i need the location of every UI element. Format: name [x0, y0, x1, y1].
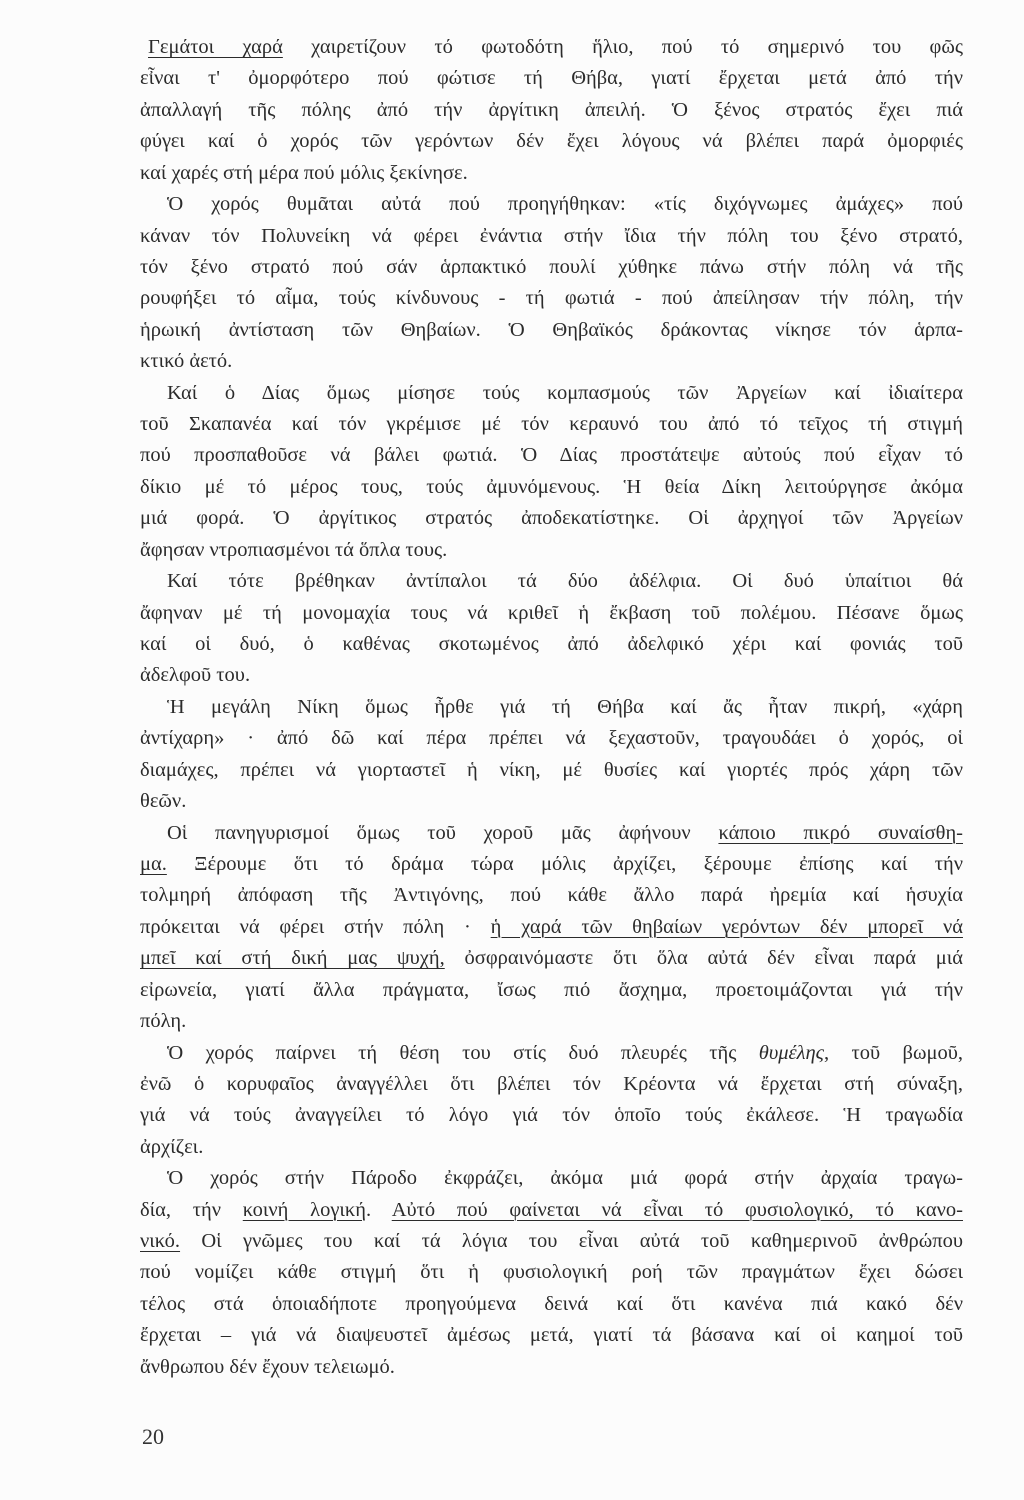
- text-segment: , τοῦ βωμοῦ,: [824, 1041, 963, 1064]
- text-line: κτικό ἀετό.: [140, 350, 233, 373]
- text-line: τέλος στά ὁποιαδήποτε προηγούμενα δεινά καί ὅτι κανένα πιά κακό δέν: [140, 1292, 963, 1315]
- text-line: ἀρχίζει.: [140, 1135, 204, 1158]
- text-line: [140, 1038, 963, 1069]
- text-line: καί χαρές στή μέρα πού μόλις ξεκίνησε.: [140, 161, 468, 184]
- paragraph: [140, 1038, 963, 1164]
- paragraph: [140, 189, 963, 378]
- text-line: μιά φορά. Ὁ ἀργίτικος στρατός ἀποδεκατίστηκε. Οἱ ἀρχηγοί τῶν Ἀργείων: [140, 507, 963, 530]
- text-segment: χαιρετίζουν τό φωτοδότη ἥλιο, πού τό σημερινό του φῶς: [282, 36, 963, 58]
- text-line: κάναν τόν Πολυνείκη νά φέρει ἐνάντια στήν ἴδια τήν πόλη του ξένο στρατό,: [140, 224, 963, 247]
- text-line: τοῦ Σκαπανέα καί τόν γκρέμισε μέ τόν κεραυνό του ἀπό τό τεῖχος τή στιγμή: [140, 413, 963, 436]
- text-line: Ὁ χορός στήν Πάροδο ἐκφράζει, ἀκόμα μιά φορά στήν ἀρχαία τραγω-: [167, 1167, 963, 1190]
- underlined-text: μπεῖ καί στή δική μας ψυχή,: [140, 947, 445, 970]
- paragraph: [140, 378, 963, 567]
- text-line: πόλη.: [140, 1010, 187, 1033]
- text-line: ἀντίχαρη» · ἀπό δῶ καί πέρα πρέπει νά ξεχαστοῦν, τραγουδάει ὁ χορός, οἱ: [140, 727, 963, 750]
- text-line: ἔρχεται – γιά νά διαψευστεῖ ἀμέσως μετά, γιατί τά βάσανα καί οἱ καημοί τοῦ: [140, 1324, 963, 1347]
- underlined-text: κάποιο πικρό συναίσθη-: [718, 821, 963, 844]
- text-line: τόν ξένο στρατό πού σάν ἁρπακτικό πουλί χύθηκε πάνω στήν πόλη νά τῆς: [140, 255, 963, 278]
- underlined-text: ἡ χαρά τῶν θηβαίων γερόντων δέν μπορεῖ νά: [490, 915, 963, 938]
- body-text: [140, 32, 963, 1383]
- text-segment: .: [365, 1198, 392, 1221]
- text-line: πού προσπαθοῦσε νά βάλει φωτιά. Ὁ Δίας προστάτεψε αὐτούς πού εἶχαν τό: [140, 444, 963, 467]
- text-line: Καί τότε βρέθηκαν ἀντίπαλοι τά δύο ἀδέλφια. Οἱ δυό ὑπαίτιοι θά: [167, 570, 963, 593]
- text-line: ἄνθρωπου δέν ἔχουν τελειωμό.: [140, 1355, 395, 1378]
- text-segment: δία, τήν: [140, 1198, 243, 1221]
- text-line: τολμηρή ἀπόφαση τῆς Ἀντιγόνης, πού κάθε ἄλλο παρά ἠρεμία καί ἡσυχία: [140, 884, 963, 907]
- text-line: Ὁ χορός θυμᾶται αὐτά πού προηγήθηκαν: «τίς διχόγνωμες ἀμάχες» πού: [167, 193, 963, 216]
- text-line: [140, 1226, 963, 1257]
- text-line: ἐνῶ ὁ κορυφαῖος ἀναγγέλλει ὅτι βλέπει τόν Κρέοντα νά ἔρχεται στή σύναξη,: [140, 1072, 963, 1095]
- text-line: Καί ὁ Δίας ὅμως μίσησε τούς κομπασμούς τῶν Ἀργείων καί ἰδιαίτερα: [167, 381, 963, 404]
- page-number: 20: [142, 1424, 164, 1449]
- underlined-text: κοινή λογική: [242, 1198, 366, 1221]
- underlined-text: Αὐτό πού φαίνεται νά εἶναι τό φυσιολογικό, τό κανο-: [391, 1198, 963, 1221]
- text-line: εἶναι τ' ὀμορφότερο πού φώτισε τή Θήβα, γιατί ἔρχεται μετά ἀπό τήν: [140, 67, 963, 90]
- text-line: ἡρωική ἀντίσταση τῶν Θηβαίων. Ὁ Θηβαϊκός δράκοντας νίκησε τόν ἁρπα-: [140, 318, 963, 341]
- text-line: γιά νά τούς ἀναγγείλει τό λόγο γιά τόν ὁποῖο τούς ἐκάλεσε. Ἡ τραγωδία: [140, 1104, 963, 1127]
- underlined-text: νικό.: [140, 1230, 181, 1253]
- text-line: ρουφήξει τό αἷμα, τούς κίνδυνους - τή φωτιά - πού ἀπείλησαν τήν πόλη, τήν: [140, 287, 963, 310]
- text-line: ἄφηναν μέ τή μονομαχία τους νά κριθεῖ ἡ ἔκβαση τοῦ πολέμου. Πέσανε ὅμως: [140, 601, 963, 624]
- text-line: θεῶν.: [140, 790, 187, 813]
- text-line: [140, 818, 963, 849]
- text-segment: ὀσφραινόμαστε ὅτι ὅλα αὐτά δέν εἶναι παρά μιά: [444, 947, 963, 970]
- paragraph: [140, 32, 963, 189]
- text-segment: Ὁ χορός παίρνει τή θέση του στίς δυό πλευρές τῆς: [167, 1041, 759, 1064]
- text-line: [140, 1195, 963, 1226]
- underlined-text: μα.: [140, 852, 167, 875]
- text-line: [140, 912, 963, 943]
- italic-text: θυμέλης: [758, 1041, 824, 1064]
- text-line: δίκιο μέ τό μέρος τους, τούς ἀμυνόμενους. Ἡ θεία Δίκη λειτούργησε ἀκόμα: [140, 475, 963, 498]
- paragraph: [140, 1163, 963, 1383]
- underlined-text: Γεμάτοι χαρά: [148, 36, 283, 58]
- paragraph: [140, 692, 963, 818]
- text-line: φύγει καί ὁ χορός τῶν γερόντων δέν ἔχει λόγους νά βλέπει παρά ὀμορφιές: [140, 130, 963, 153]
- text-line: Ἡ μεγάλη Νίκη ὅμως ἦρθε γιά τή Θήβα καί ἄς ἦταν πικρή, «χάρη: [167, 695, 963, 718]
- text-line: ἀπαλλαγή τῆς πόλης ἀπό τήν ἀργίτικη ἀπειλή. Ὁ ξένος στρατός ἔχει πιά: [140, 98, 963, 121]
- text-line: ἀδελφοῦ του.: [140, 664, 251, 687]
- paragraph: [140, 566, 963, 692]
- text-line: πού νομίζει κάθε στιγμή ὅτι ἡ φυσιολογική ροή τῶν πραγμάτων ἔχει δώσει: [140, 1261, 963, 1284]
- text-segment: πρόκειται νά φέρει στήν πόλη ·: [140, 915, 491, 938]
- text-line: εἰρωνεία, γιατί ἄλλα πράγματα, ἴσως πιό ἄσχημα, προετοιμάζονται γιά τήν: [140, 978, 963, 1001]
- text-line: [140, 849, 963, 880]
- text-line: καί οἱ δυό, ὁ καθένας σκοτωμένος ἀπό ἀδελφικό χέρι καί φονιάς τοῦ: [140, 633, 963, 656]
- text-segment: Οἱ γνῶμες του καί τά λόγια του εἶναι αὐτά τοῦ καθημερινοῦ ἀνθρώπου: [180, 1230, 963, 1253]
- text-line: διαμάχες, πρέπει νά γιορταστεῖ ἡ νίκη, μέ θυσίες καί γιορτές πρός χάρη τῶν: [140, 758, 963, 781]
- text-line: ἄφησαν ντροπιασμένοι τά ὅπλα τους.: [140, 538, 448, 561]
- text-line: [140, 32, 963, 63]
- paragraph: [140, 818, 963, 1038]
- text-segment: Οἱ πανηγυρισμοί ὅμως τοῦ χοροῦ μᾶς ἀφήνουν: [167, 821, 719, 844]
- text-line: [140, 943, 963, 974]
- text-segment: Ξέρουμε ὅτι τό δράμα τώρα μόλις ἀρχίζει, ξέρουμε ἐπίσης καί τήν: [166, 852, 963, 875]
